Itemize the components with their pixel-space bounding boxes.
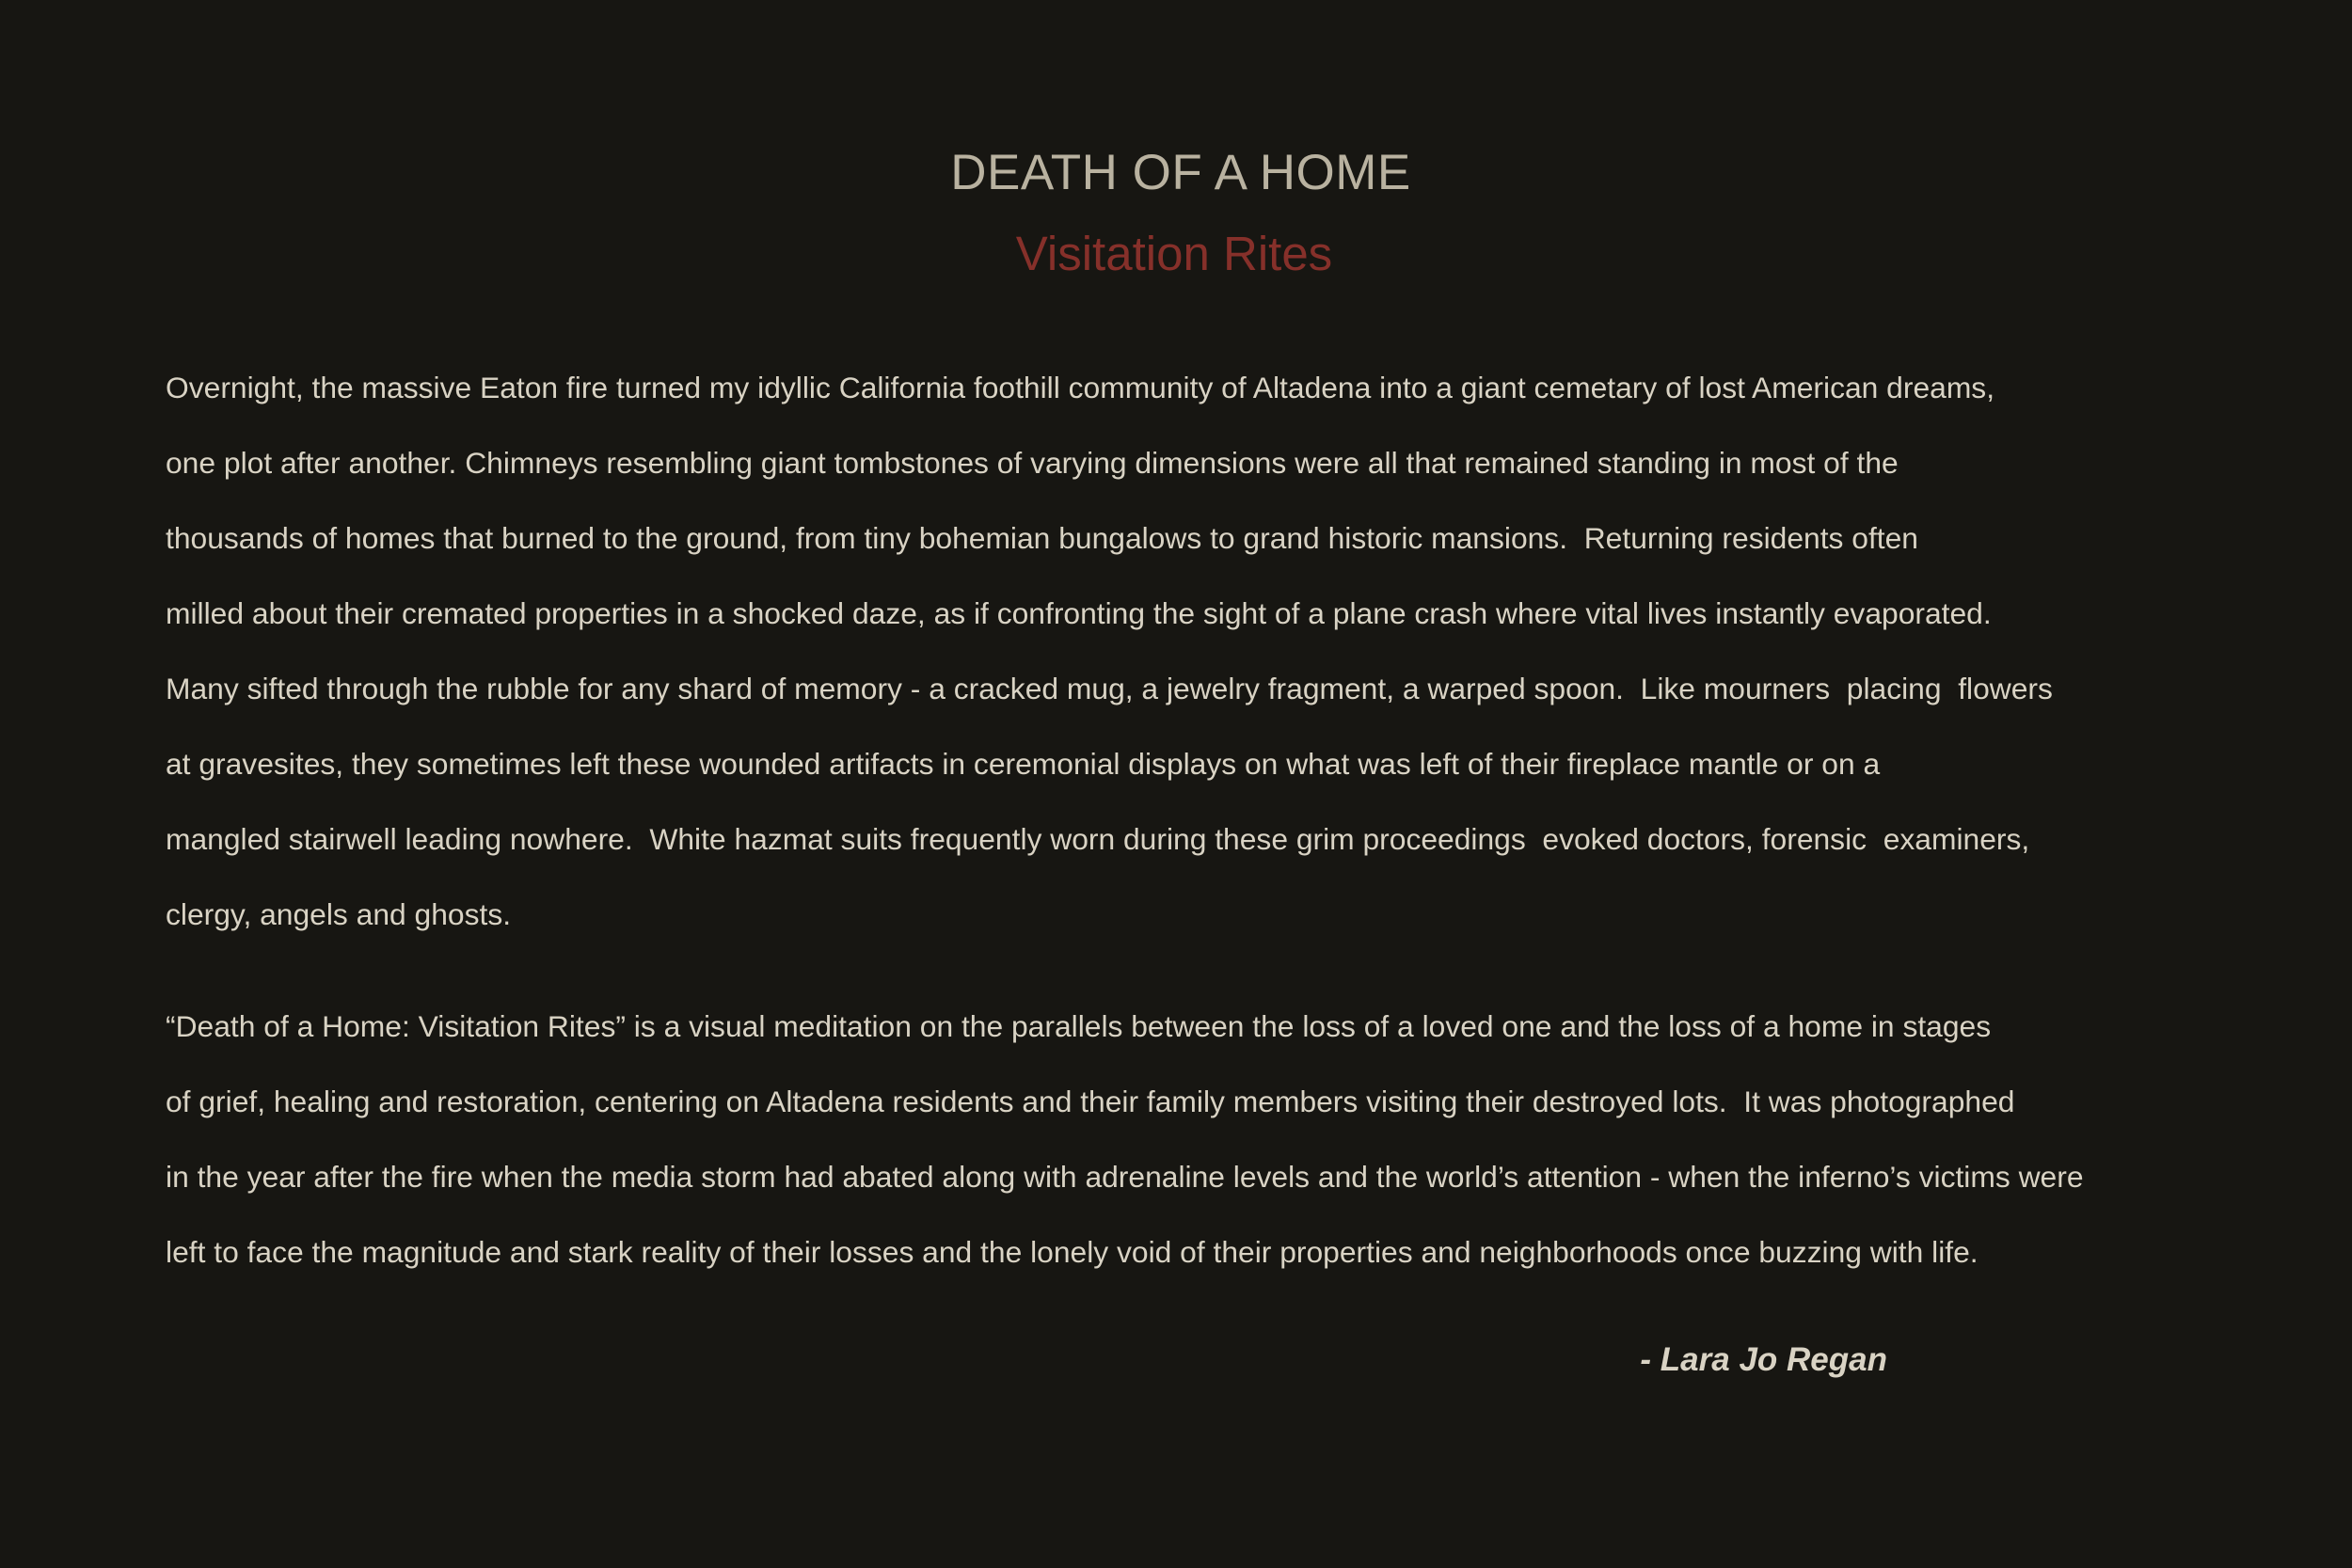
paragraph-project-description [166, 989, 2084, 1290]
page-title: DEATH OF A HOME [950, 145, 1411, 200]
text-line: one plot after another. Chimneys resembling giant tombstones of varying dimensions were all that remained standing in most of the [166, 446, 1899, 480]
text-line: Overnight, the massive Eaton fire turned my idyllic California foothill community of Altadena into a giant cemetary of lost American dreams, [166, 371, 1995, 404]
text-line: Many sifted through the rubble for any shard of memory - a cracked mug, a jewelry fragment, a warped spoon. Like mourners placing flowers [166, 672, 2053, 705]
text-line: at gravesites, they sometimes left these wounded artifacts in ceremonial displays on what was left of their fireplace mantle or on a [166, 747, 1881, 781]
page-subtitle: Visitation Rites [1015, 227, 1333, 280]
text-line: milled about their cremated properties in a shocked daze, as if confronting the sight of a plane crash where vital lives instantly evaporated. [166, 596, 1992, 630]
author-signature: - Lara Jo Regan [1640, 1341, 1887, 1378]
text-line: clergy, angels and ghosts. [166, 897, 512, 931]
text-line: thousands of homes that burned to the ground, from tiny bohemian bungalows to grand historic mansions. Returning residents often [166, 521, 1918, 555]
text-line: in the year after the fire when the media storm had abated along with adrenaline levels and the world’s attention - when the inferno’s victims were [166, 1160, 2084, 1194]
text-line: “Death of a Home: Visitation Rites” is a visual meditation on the parallels between the loss of a loved one and the loss of a home in stages [166, 1009, 1992, 1043]
text-line: mangled stairwell leading nowhere. White hazmat suits frequently worn during these grim proceedings evoked doctors, forensic examiners, [166, 822, 2030, 856]
paragraph-fire-account [166, 350, 2053, 952]
text-line: left to face the magnitude and stark reality of their losses and the lonely void of their properties and neighborhoods once buzzing with life. [166, 1235, 1979, 1269]
text-line: of grief, healing and restoration, centering on Altadena residents and their family members visiting their destroyed lots. It was photographed [166, 1085, 2015, 1118]
